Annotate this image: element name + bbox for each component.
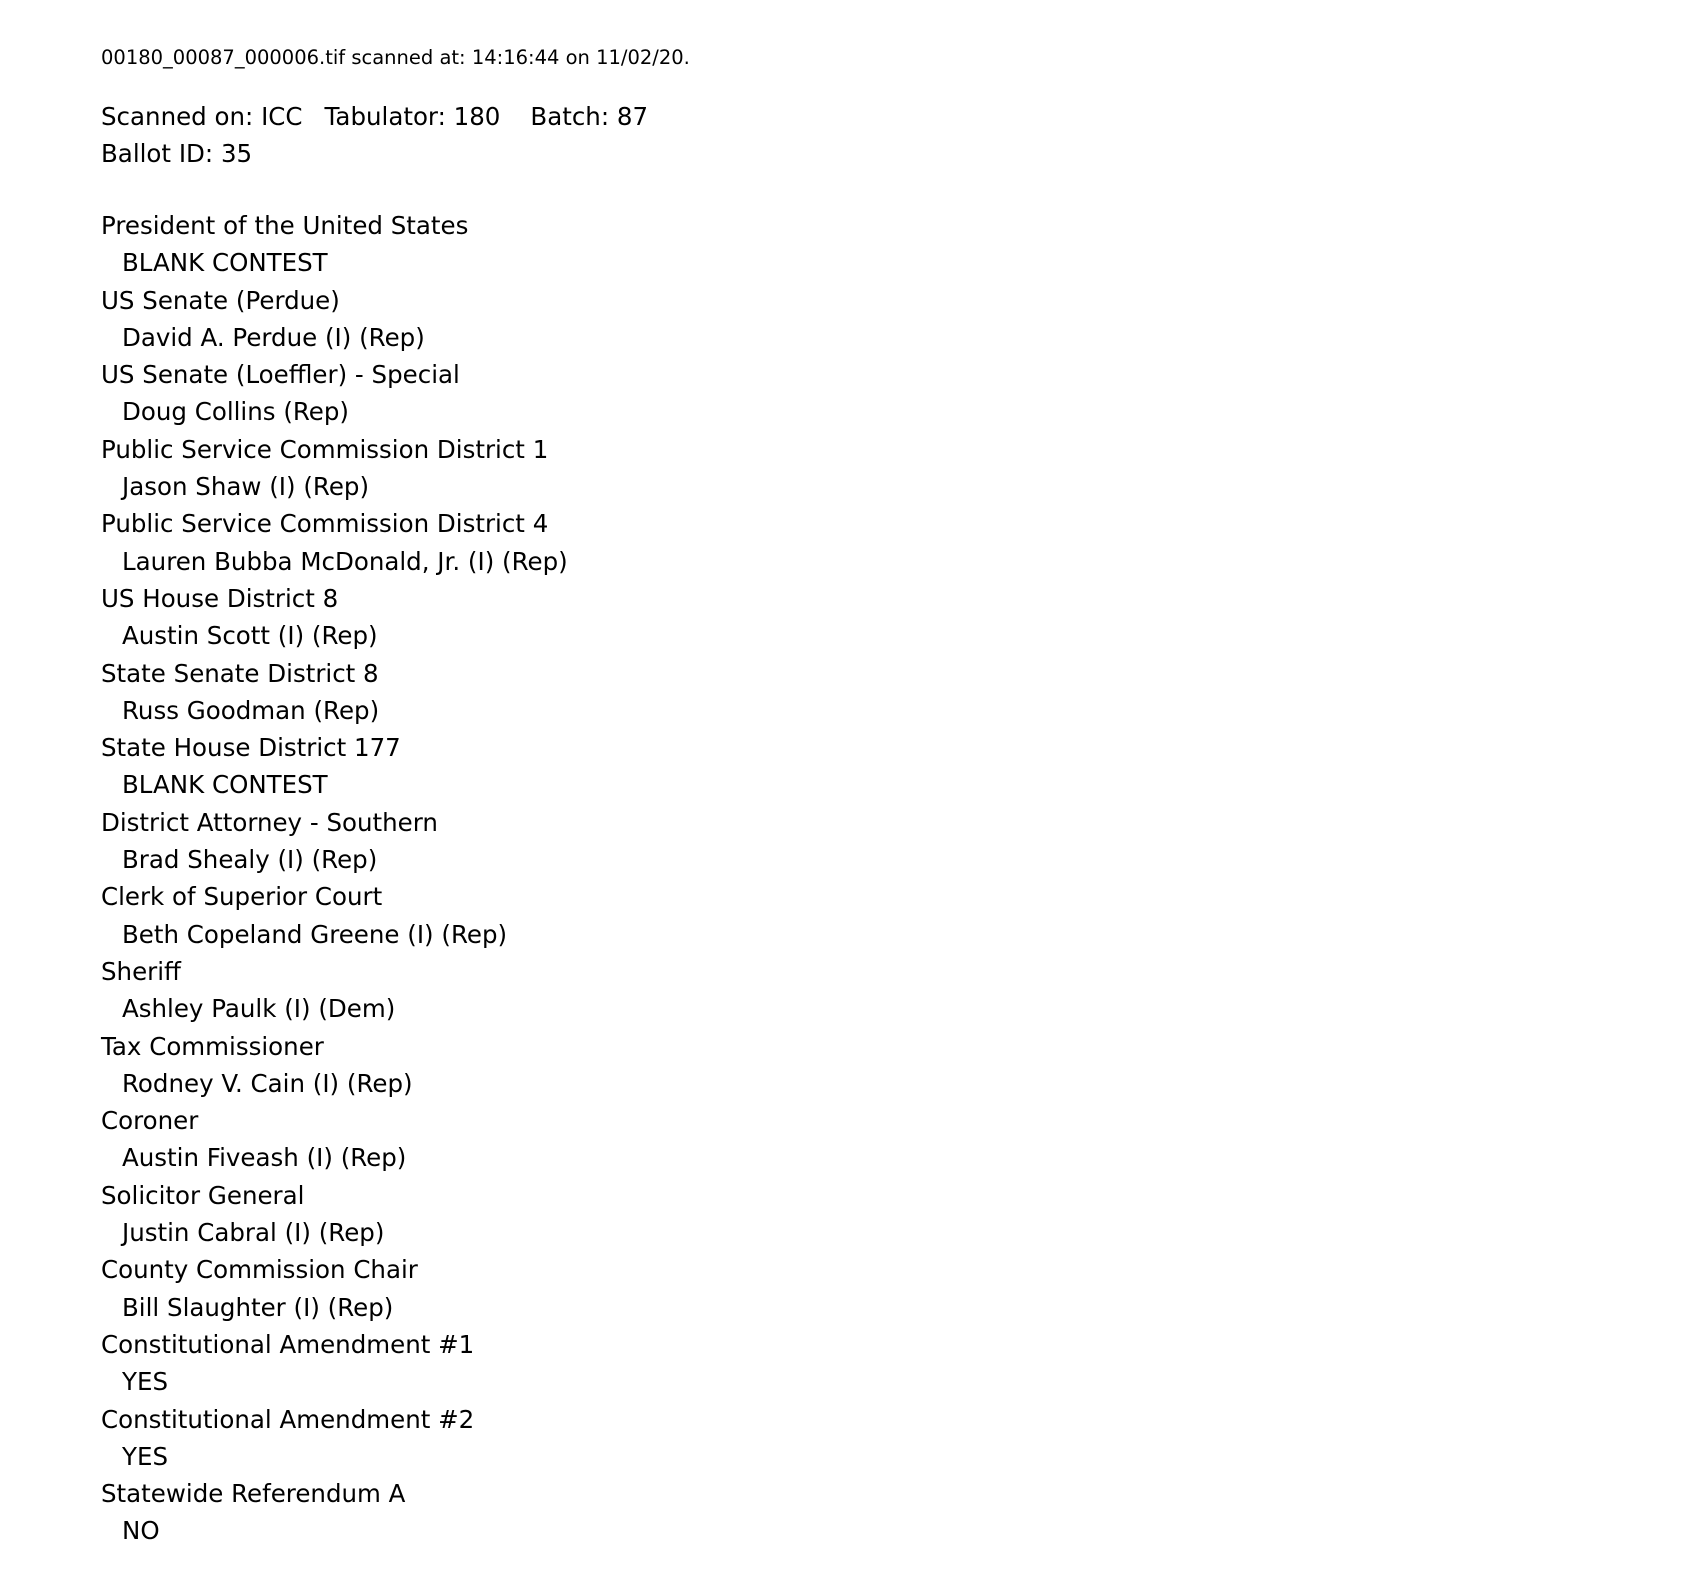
ballot-page (101, 46, 1601, 1550)
scan-info-line: 00180_00087_000006.tif scanned at: 14:16:44 on 11/02/20. (101, 46, 690, 69)
contest-choice: YES (122, 1367, 168, 1397)
contest-title: US Senate (Perdue) (101, 285, 340, 315)
contest-title: Tax Commissioner (101, 1031, 324, 1061)
contest-title: Public Service Commission District 4 (101, 509, 549, 539)
scan-source-row (101, 98, 1601, 135)
contest-choice: Beth Copeland Greene (I) (Rep) (122, 919, 508, 949)
contest-choice: Rodney V. Cain (I) (Rep) (122, 1068, 413, 1098)
contest-title: District Attorney - Southern (101, 807, 438, 837)
ballot-metadata (101, 98, 1601, 172)
batch-label: Batch: 87 (530, 102, 649, 131)
ballot-id-row (101, 135, 1601, 172)
contest-choice: Austin Fiveash (I) (Rep) (122, 1143, 407, 1173)
contest-choice: NO (122, 1516, 160, 1546)
contest-choice: YES (122, 1441, 168, 1471)
contest-title: State Senate District 8 (101, 658, 379, 688)
contest-title: Constitutional Amendment #1 (101, 1329, 475, 1359)
contest-title: President of the United States (101, 211, 469, 240)
contest-choice: Russ Goodman (Rep) (122, 695, 380, 725)
ballot-id-label: Ballot ID: 35 (101, 139, 253, 168)
contest-title: Coroner (101, 1106, 199, 1136)
contest-list (101, 207, 1601, 1550)
contest-choice: Justin Cabral (I) (Rep) (122, 1218, 385, 1248)
scanned-on-label: Scanned on: ICC (101, 102, 303, 131)
contest-title: US Senate (Loeffler) - Special (101, 360, 460, 390)
contest-title: Sheriff (101, 956, 181, 986)
contest-choice: Jason Shaw (I) (Rep) (122, 472, 370, 502)
contest-title: State House District 177 (101, 733, 401, 763)
contest-choice: Lauren Bubba McDonald, Jr. (I) (Rep) (122, 546, 568, 576)
contest-choice: Doug Collins (Rep) (122, 397, 349, 427)
tabulator-label: Tabulator: 180 (324, 102, 501, 131)
contest-choice: BLANK CONTEST (122, 770, 328, 800)
contest-title: Clerk of Superior Court (101, 882, 383, 912)
contest-choice: David A. Perdue (I) (Rep) (122, 322, 425, 352)
contest-choice: Ashley Paulk (I) (Dem) (122, 994, 396, 1024)
contest-choice: Bill Slaughter (I) (Rep) (122, 1292, 394, 1322)
contest-choice: BLANK CONTEST (122, 248, 328, 278)
contest-choice: Austin Scott (I) (Rep) (122, 621, 378, 651)
contest-title: County Commission Chair (101, 1255, 418, 1285)
contest-title: Constitutional Amendment #2 (101, 1404, 475, 1434)
contest-title: Statewide Referendum A (101, 1479, 406, 1509)
contest-choice: Brad Shealy (I) (Rep) (122, 845, 378, 875)
contest-title: Solicitor General (101, 1180, 305, 1210)
contest-title: US House District 8 (101, 583, 339, 613)
contest-title: Public Service Commission District 1 (101, 434, 549, 464)
